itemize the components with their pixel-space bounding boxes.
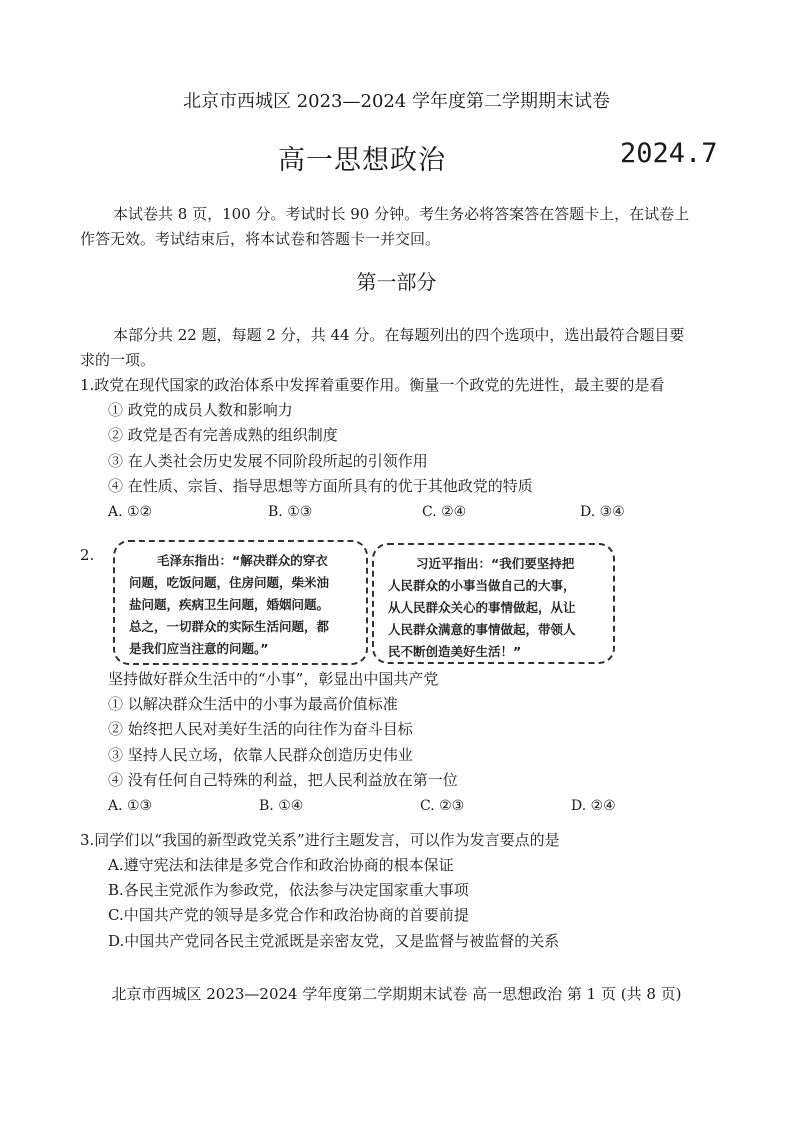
q2-stem: 坚持做好群众生活中的“小事”，彰显出中国共产党 xyxy=(108,670,439,688)
section-desc-line-1: 本部分共 22 题，每题 2 分，共 44 分。在每题列出的四个选项中，选出最符合题目要 xyxy=(113,326,685,344)
q2-choice-c: C. ②③ xyxy=(420,798,465,814)
q2-statement-4: ④ 没有任何自己特殊的利益，把人民利益放在第一位 xyxy=(108,771,458,789)
q1-choice-a: A. ①② xyxy=(108,504,153,520)
q1-statement-1: ① 政党的成员人数和影响力 xyxy=(108,401,293,419)
exam-title: 北京市西城区 2023—2024 学年度第二学期期末试卷 xyxy=(182,91,611,112)
mao-quote-box xyxy=(113,540,368,665)
q3-option-d: D.中国共产党同各民主党派既是亲密友党，又是监督与被监督的关系 xyxy=(108,932,560,950)
q2-choice-b: B. ①④ xyxy=(259,798,304,814)
mao-quote-line: 总之，一切群众的实际生活问题，都 xyxy=(129,619,330,634)
section-title: 第一部分 xyxy=(356,270,437,294)
q1-statement-4: ④ 在性质、宗旨、指导思想等方面所具有的优于其他政党的特质 xyxy=(108,477,533,495)
q2-statement-3: ③ 坚持人民立场，依靠人民群众创造历史伟业 xyxy=(108,746,413,764)
mao-quote-line: 盐问题，疾病卫生问题，婚姻问题。 xyxy=(129,597,330,612)
q2-number: 2. xyxy=(80,546,95,564)
q2-choice-a: A. ①③ xyxy=(108,798,153,814)
q1-statement-2: ② 政党是否有完善成熟的组织制度 xyxy=(108,426,338,444)
exam-date: 2024.7 xyxy=(620,138,718,169)
q1-choice-b: B. ①③ xyxy=(268,504,313,520)
page-footer: 北京市西城区 2023—2024 学年度第二学期期末试卷 高一思想政治 第 1 页 (共 8 页) xyxy=(111,985,682,1003)
instructions-line-2: 作答无效。考试结束后，将本试卷和答题卡一并交回。 xyxy=(80,230,441,248)
q2-statement-2: ② 始终把人民对美好生活的向往作为奋斗目标 xyxy=(108,720,413,738)
mao-quote-line: 问题，吃饭问题，住房问题，柴米油 xyxy=(129,575,330,590)
mao-quote-line: 是我们应当注意的问题。” xyxy=(129,641,269,656)
xi-quote-line: 习近平指出：“我们要坚持把 xyxy=(416,556,575,571)
q3-stem: 3.同学们以“我国的新型政党关系”进行主题发言，可以作为发言要点的是 xyxy=(80,831,560,849)
q3-option-b: B.各民主党派作为参政党，依法参与决定国家重大事项 xyxy=(108,881,469,899)
xi-quote-line: 从人民群众关心的事情做起，从让 xyxy=(388,600,576,615)
instructions-line-1: 本试卷共 8 页，100 分。考试时长 90 分钟。考生务必将答案答在答题卡上，在试卷上 xyxy=(113,205,690,223)
q1-choice-d: D. ③④ xyxy=(580,504,625,520)
xi-quote-line: 人民群众的小事当做自己的大事， xyxy=(388,578,576,593)
xi-quote-line: 民不断创造美好生活！” xyxy=(388,644,522,659)
q2-statement-1: ① 以解决群众生活中的小事为最高价值标准 xyxy=(108,695,398,713)
q1-statement-3: ③ 在人类社会历史发展不同阶段所起的引领作用 xyxy=(108,452,428,470)
xi-quote-line: 人民群众满意的事情做起，带领人 xyxy=(388,622,576,637)
q3-option-a: A.遵守宪法和法律是多党合作和政治协商的根本保证 xyxy=(108,856,454,874)
mao-quote-line: 毛泽东指出：“解决群众的穿衣 xyxy=(157,553,328,568)
q3-option-c: C.中国共产党的领导是多党合作和政治协商的首要前提 xyxy=(108,906,469,924)
section-desc-line-2: 求的一项。 xyxy=(80,351,156,369)
subject-title: 高一思想政治 xyxy=(278,145,446,176)
xi-quote-box xyxy=(372,543,615,664)
q1-stem: 1.政党在现代国家的政治体系中发挥着重要作用。衡量一个政党的先进性，最主要的是看 xyxy=(80,376,665,394)
q1-choice-c: C. ②④ xyxy=(422,504,467,520)
q2-choice-d: D. ②④ xyxy=(571,798,616,814)
